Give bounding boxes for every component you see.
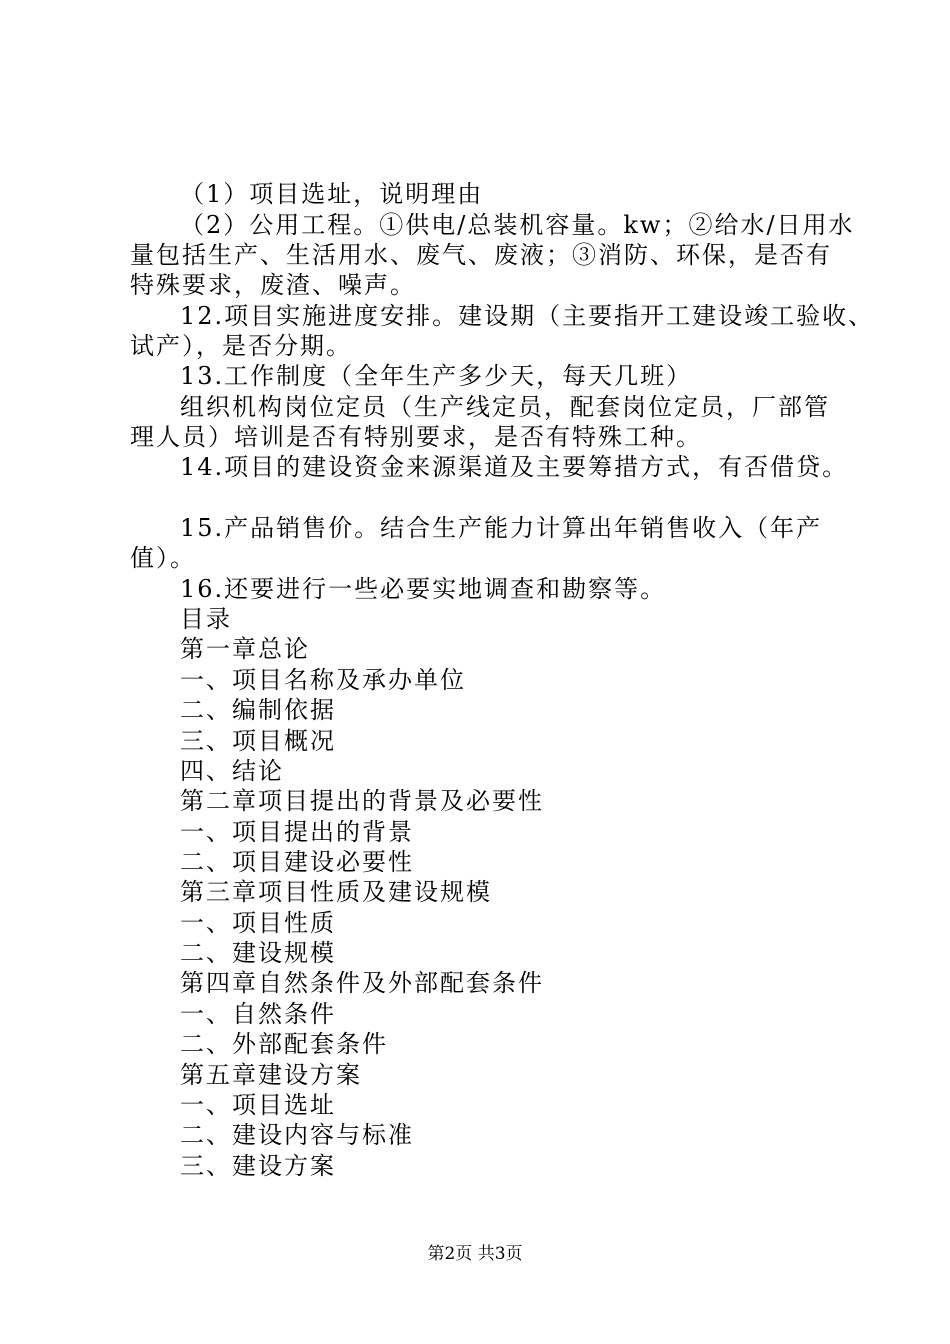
toc-chapter: 第一章总论 [180,635,310,663]
text-line: 量包括生产、生活用水、废气、废液；③消防、环保，是否有 [130,241,832,269]
toc-item: 二、编制依据 [180,696,336,724]
toc-item: 三、项目概况 [180,727,336,755]
text-line: 14.项目的建设资金来源渠道及主要筹措方式，有否借贷。 [180,453,849,481]
page-footer [0,1243,950,1265]
toc-item: 二、项目建设必要性 [180,848,414,876]
text-line: 理人员）培训是否有特别要求，是否有特殊工种。 [130,423,702,451]
toc-item: 一、项目提出的背景 [180,818,414,846]
toc-item: 二、建设内容与标准 [180,1121,414,1149]
toc-heading: 目录 [180,605,232,633]
toc-item: 二、建设规模 [180,939,336,967]
toc-item: 二、外部配套条件 [180,1030,388,1058]
text-line: 组织机构岗位定员（生产线定员，配套岗位定员，厂部管 [180,393,830,421]
text-line: 12.项目实施进度安排。建设期（主要指开工建设竣工验收、 [180,302,875,330]
text-line: 16.还要进行一些必要实地调查和勘察等。 [180,575,667,603]
text-line: （2）公用工程。①供电/总装机容量。kw；②给水/日用水 [180,211,855,239]
text-line: 特殊要求，废渣、噪声。 [130,271,416,299]
toc-item: 一、自然条件 [180,1000,336,1028]
toc-item: 一、项目名称及承办单位 [180,666,466,694]
text-line: 13.工作制度（全年生产多少天，每天几班） [180,362,693,390]
toc-item: 一、项目选址 [180,1091,336,1119]
page-number: 第2页 共3页 [427,1244,523,1264]
toc-item: 四、结论 [180,757,284,785]
toc-chapter: 第二章项目提出的背景及必要性 [180,787,544,815]
text-line: 试产），是否分期。 [130,332,352,360]
toc-chapter: 第四章自然条件及外部配套条件 [180,969,544,997]
text-line: 值）。 [130,544,196,572]
text-line: 15.产品销售价。结合生产能力计算出年销售收入（年产 [180,514,823,542]
text-line: （1）项目选址，说明理由 [180,180,484,208]
toc-item: 一、项目性质 [180,909,336,937]
toc-chapter: 第五章建设方案 [180,1061,362,1089]
toc-chapter: 第三章项目性质及建设规模 [180,878,492,906]
toc-item: 三、建设方案 [180,1152,336,1180]
